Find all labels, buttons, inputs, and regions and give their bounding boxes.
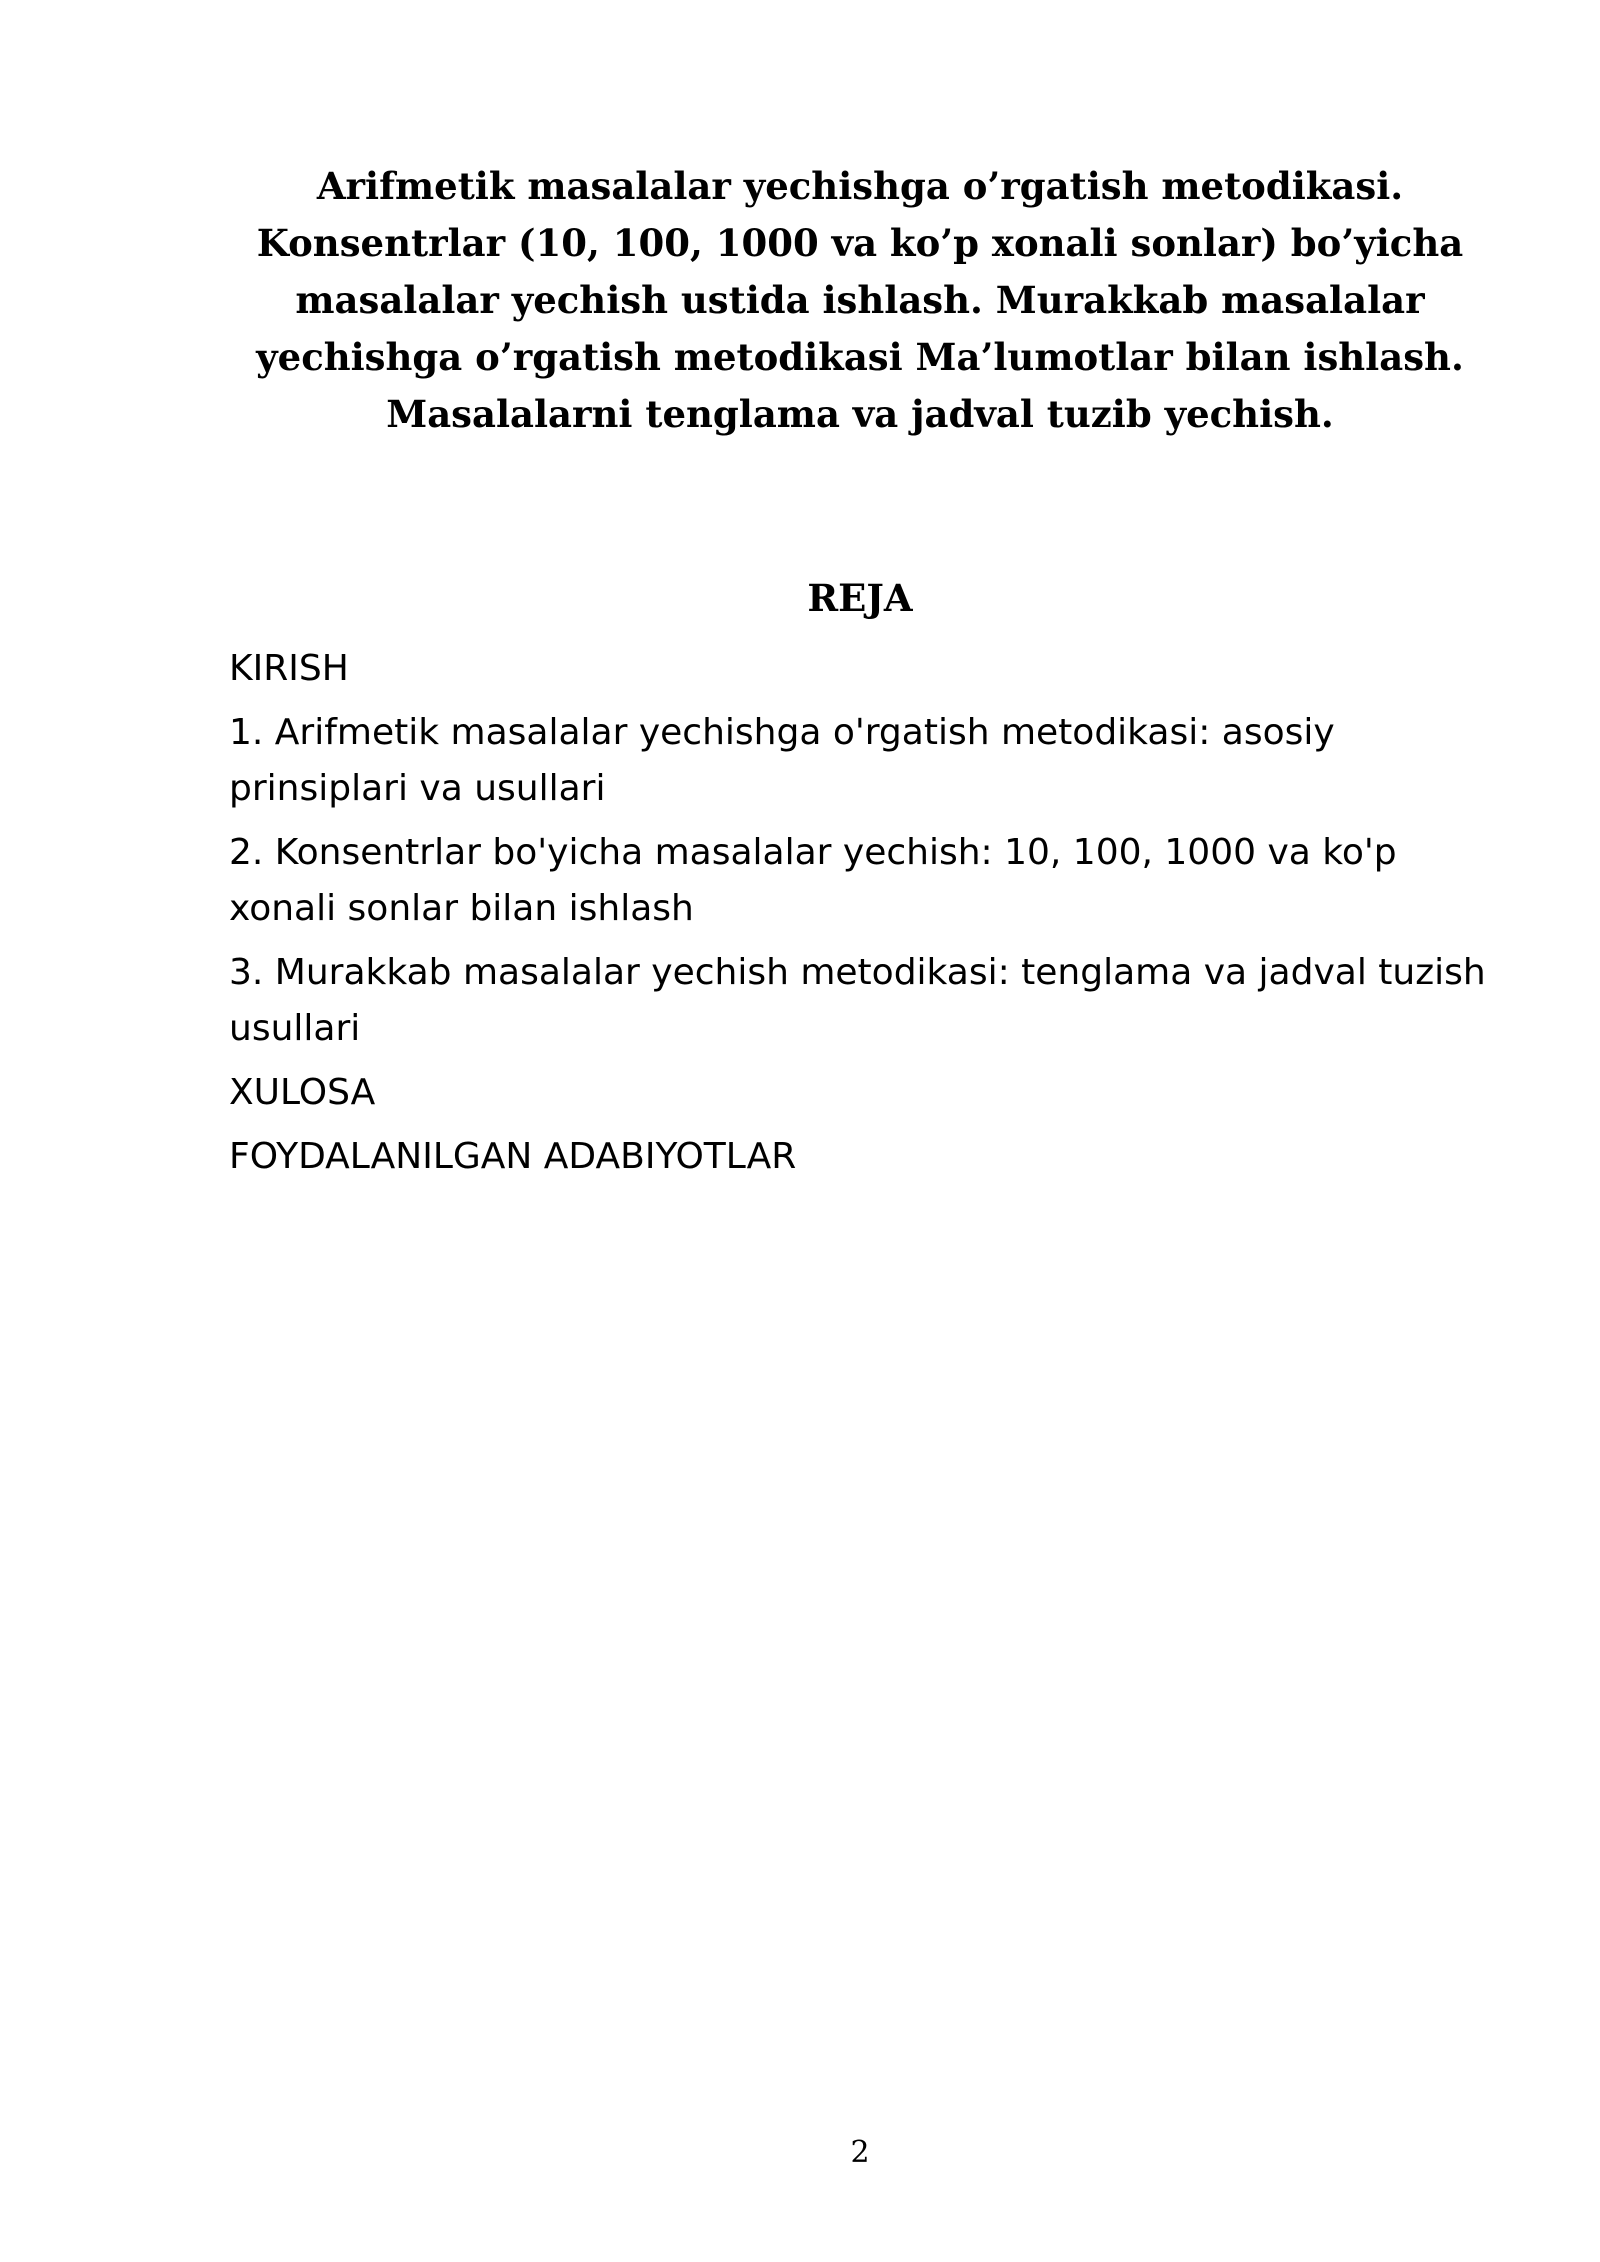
- toc-item-2: 2. Konsentrlar bo'yicha masalalar yechish: 10, 100, 1000 va ko'p xonali sonlar bilan ishlash: [229, 832, 1397, 929]
- toc-item-1: 1. Arifmetik masalalar yechishga o'rgatish metodikasi: asosiy prinsiplari va usullari: [229, 712, 1335, 809]
- toc-item-conclusion: XULOSA: [229, 1072, 376, 1113]
- table-of-contents: [229, 641, 1500, 1193]
- toc-item-introduction: KIRISH: [229, 648, 349, 689]
- toc-item-3: 3. Murakkab masalalar yechish metodikasi: tenglama va jadval tuzish usullari: [229, 952, 1486, 1049]
- plan-heading: REJA: [807, 576, 913, 620]
- toc-item-references: FOYDALANILGAN ADABIYOTLAR: [229, 1136, 797, 1177]
- page-number: 2: [850, 2135, 870, 2170]
- document-title: Arifmetik masalalar yechishga o’rgatish metodikasi. Konsentrlar (10, 100, 1000 va ko’p xonali sonlar) bo’yicha masalalar yechish ustida ishlash. Murakkab masalalar yechishga o’rgatish metodikasi Ma’lumotlar bilan ishlash. Masalalarni tenglama va jadval tuzib yechish.: [256, 164, 1464, 436]
